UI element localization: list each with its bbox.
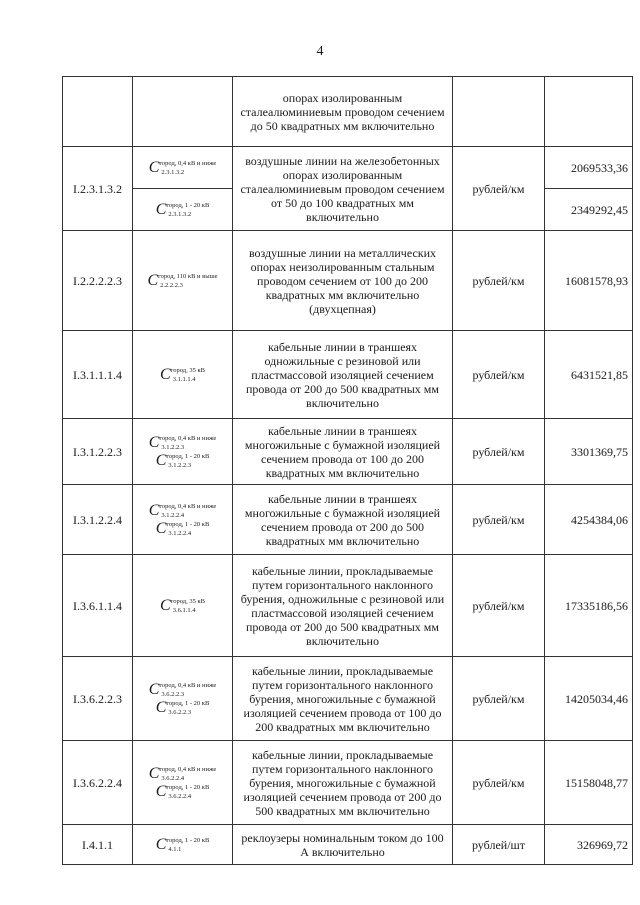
formula-superscript: город, 1 - 20 кВ (166, 699, 210, 707)
formula-cell (133, 825, 233, 865)
row-unit (453, 77, 545, 147)
formula-superscript: город, 0,4 кВ и ниже (159, 502, 217, 510)
rate-formula: C город, 1 - 20 кВ 3.1.2.2.4 (155, 519, 210, 537)
formula-subscript: 3.1.2.2.3 (168, 461, 192, 469)
formula-subscript: 2.2.2.2.3 (160, 281, 183, 289)
row-value: 2069533,36 (545, 147, 633, 189)
formula-cell (133, 485, 233, 555)
formula-cell (133, 657, 233, 741)
formula-cell (133, 189, 233, 231)
formula-cell (133, 331, 233, 419)
formula-cell (133, 419, 233, 485)
formula-subscript: 3.6.2.2.4 (161, 774, 185, 782)
formula-superscript: город, 1 - 20 кВ (166, 836, 210, 844)
formula-cell (133, 555, 233, 657)
row-value: 4254384,06 (545, 485, 633, 555)
row-unit: рублей/км (453, 231, 545, 331)
row-unit: рублей/км (453, 485, 545, 555)
formula-superscript: город, 0,4 кВ и ниже (159, 681, 217, 689)
rate-formula: C город, 0,4 кВ и ниже 3.6.2.2.3 (148, 680, 217, 698)
row-description: кабельные линии, прокладываемые путем горизонтального наклонного бурения, одножильные с резиновой или пластмассовой изоляцией сечением провода от 200 до 500 квадратных мм включительно (233, 555, 453, 657)
row-value: 2349292,45 (545, 189, 633, 231)
table-row (63, 147, 633, 189)
formula-cell (133, 231, 233, 331)
formula-superscript: город, 0,4 кВ и ниже (159, 159, 217, 167)
row-code: I.3.6.2.2.3 (63, 657, 133, 741)
rate-formula: C город, 35 кВ 3.6.1.1.4 (160, 596, 205, 614)
row-value: 15158048,77 (545, 741, 633, 825)
row-value: 326969,72 (545, 825, 633, 865)
row-description: кабельные линии, прокладываемые путем горизонтального наклонного бурения, многожильные с бумажной изоляцией сечением провода от 100 до 200 квадратных мм включительно (233, 657, 453, 741)
row-description: воздушные линии на металлических опорах неизолированным стальным проводом сечением от 100 до 200 квадратных мм включительно (двухцепная) (233, 231, 453, 331)
table-row (63, 419, 633, 485)
row-code: I.4.1.1 (63, 825, 133, 865)
row-unit: рублей/км (453, 741, 545, 825)
rate-formula: C город, 0,4 кВ и ниже 3.1.2.2.4 (148, 501, 217, 519)
row-description: воздушные линии на железобетонных опорах изолированным сталеалюминиевым проводом сечением от 50 до 100 квадратных мм включительно (233, 147, 453, 231)
row-code: I.3.1.1.1.4 (63, 331, 133, 419)
rate-formula: C город, 1 - 20 кВ 3.1.2.2.3 (155, 451, 210, 469)
table-row (63, 741, 633, 825)
table-row (63, 657, 633, 741)
formula-subscript: 3.6.2.2.3 (161, 690, 185, 698)
rate-formula: C город, 110 кВ и выше 2.2.2.2.3 (147, 271, 218, 289)
table-row (63, 485, 633, 555)
table-row (63, 331, 633, 419)
row-unit: рублей/км (453, 419, 545, 485)
rate-formula: C город, 0,4 кВ и ниже 3.1.2.2.3 (148, 433, 217, 451)
rate-formula: C город, 0,4 кВ и ниже 3.6.2.2.4 (148, 764, 217, 782)
row-description: кабельные линии, прокладываемые путем горизонтального наклонного бурения, многожильные с бумажной изоляцией сечением провода от 200 до 500 квадратных мм включительно (233, 741, 453, 825)
row-unit: рублей/км (453, 147, 545, 231)
rates-table (62, 76, 633, 865)
row-unit: рублей/шт (453, 825, 545, 865)
formula-superscript: город, 35 кВ (170, 597, 205, 605)
formula-subscript: 4.1.1 (168, 845, 182, 853)
row-code: I.3.6.1.1.4 (63, 555, 133, 657)
row-code (63, 77, 133, 147)
formula-subscript: 3.1.2.2.4 (161, 511, 185, 519)
formula-superscript: город, 0,4 кВ и ниже (159, 434, 217, 442)
formula-subscript: 2.3.1.3.2 (161, 168, 185, 176)
row-code: I.2.3.1.3.2 (63, 147, 133, 231)
row-unit: рублей/км (453, 657, 545, 741)
formula-cell (133, 147, 233, 189)
table-row (63, 77, 633, 147)
formula-subscript: 3.6.2.2.4 (168, 792, 192, 800)
formula-superscript: город, 1 - 20 кВ (166, 783, 210, 791)
formula-subscript: 3.1.2.2.3 (161, 443, 185, 451)
formula-superscript: город, 1 - 20 кВ (166, 452, 210, 460)
formula-superscript: город, 110 кВ и выше (158, 272, 218, 280)
row-description: кабельные линии в траншеях многожильные с бумажной изоляцией сечением провода от 200 до 500 квадратных мм включительно (233, 485, 453, 555)
row-description: кабельные линии в траншеях одножильные с резиновой или пластмассовой изоляцией сечением провода от 200 до 500 квадратных мм включительно (233, 331, 453, 419)
page-number: 4 (316, 44, 324, 59)
rate-formula: C город, 0,4 кВ и ниже 2.3.1.3.2 (148, 158, 217, 176)
row-value: 14205034,46 (545, 657, 633, 741)
formula-subscript: 3.6.1.1.4 (172, 606, 196, 614)
table-row (63, 825, 633, 865)
row-unit: рублей/км (453, 555, 545, 657)
row-description: реклоузеры номинальным током до 100 А включительно (233, 825, 453, 865)
row-value: 6431521,85 (545, 331, 633, 419)
formula-superscript: город, 0,4 кВ и ниже (159, 765, 217, 773)
formula-superscript: город, 1 - 20 кВ (166, 520, 210, 528)
rate-formula: C город, 1 - 20 кВ 3.6.2.2.3 (155, 698, 210, 716)
formula-subscript: 2.3.1.3.2 (168, 210, 192, 218)
rate-formula: C город, 1 - 20 кВ 2.3.1.3.2 (155, 200, 210, 218)
row-code: I.3.1.2.2.3 (63, 419, 133, 485)
row-description: кабельные линии в траншеях многожильные с бумажной изоляцией сечением провода от 100 до 200 квадратных мм включительно (233, 419, 453, 485)
row-value (545, 77, 633, 147)
rate-formula: C город, 35 кВ 3.1.1.1.4 (160, 365, 205, 383)
formula-subscript: 3.1.1.1.4 (172, 375, 196, 383)
formula-cell (133, 741, 233, 825)
table-row (63, 555, 633, 657)
formula-subscript: 3.1.2.2.4 (168, 529, 192, 537)
formula-cell (133, 77, 233, 147)
row-code: I.3.1.2.2.4 (63, 485, 133, 555)
formula-subscript: 3.6.2.2.3 (168, 708, 192, 716)
formula-superscript: город, 1 - 20 кВ (166, 201, 210, 209)
row-code: I.3.6.2.2.4 (63, 741, 133, 825)
table-row (63, 231, 633, 331)
rate-formula: C город, 1 - 20 кВ 4.1.1 (155, 835, 210, 853)
row-unit: рублей/км (453, 331, 545, 419)
rate-formula: C город, 1 - 20 кВ 3.6.2.2.4 (155, 782, 210, 800)
formula-superscript: город, 35 кВ (170, 366, 205, 374)
row-value: 3301369,75 (545, 419, 633, 485)
row-code: I.2.2.2.2.3 (63, 231, 133, 331)
row-description: опорах изолированным сталеалюминиевым проводом сечением до 50 квадратных мм включительно (233, 77, 453, 147)
row-value: 16081578,93 (545, 231, 633, 331)
row-value: 17335186,56 (545, 555, 633, 657)
